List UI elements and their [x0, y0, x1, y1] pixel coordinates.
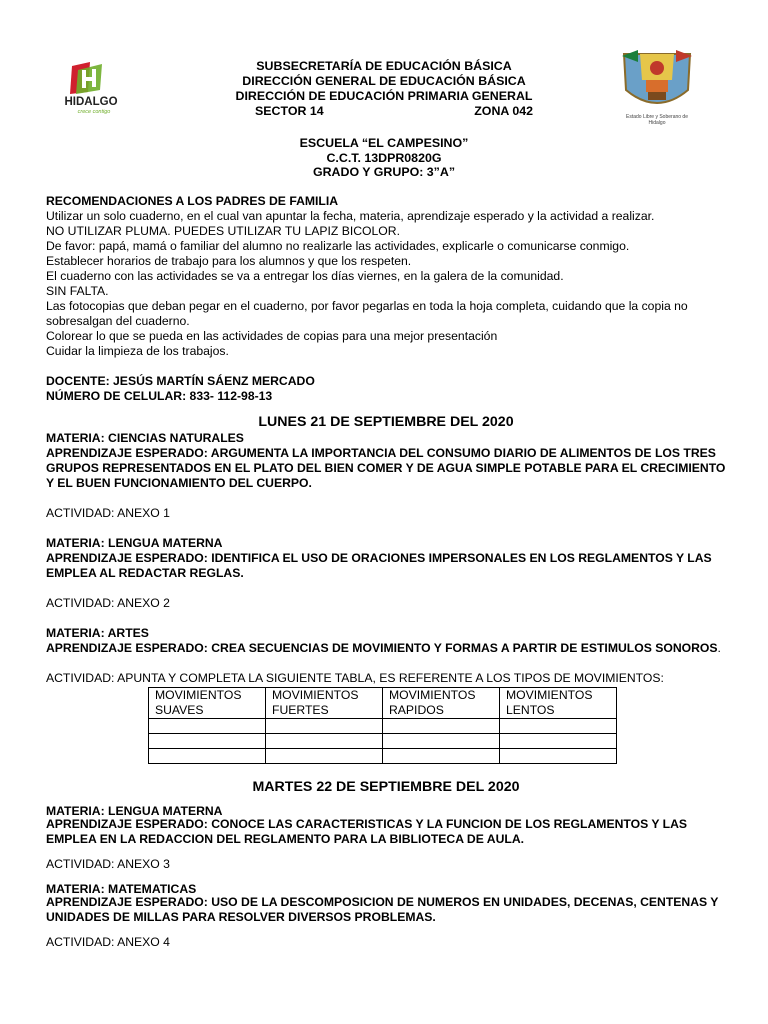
- day-title-monday: LUNES 21 DE SEPTIEMBRE DEL 2020: [258, 414, 514, 430]
- table-header-row: [149, 688, 617, 719]
- subject-aprendizaje: APRENDIZAJE ESPERADO: USO DE LA DESCOMPOSICION DE NUMEROS EN UNIDADES, DECENAS, CENTENAS Y UNIDADES DE MILLAS PARA RESOLVER DIVERSOS PROBLEMAS.: [46, 895, 719, 924]
- school-cct: C.C.T. 13DPR0820G: [326, 150, 442, 165]
- subject-aprendizaje: APRENDIZAJE ESPERADO: ARGUMENTA LA IMPORTANCIA DEL CONSUMO DIARIO DE ALIMENTOS DE LOS TRES GRUPOS REPRESENTADOS EN EL PLATO DEL BIEN COMER Y DE AGUA SIMPLE POTABLE PARA EL CRECIMIENTO Y EL BUEN FUNCIONAMIENTO DEL CUERPO.: [46, 446, 726, 490]
- recommendation-item: Colorear lo que se pueda en las actividades de copias para una mejor presentación: [46, 329, 498, 343]
- sector-zona-row: [200, 104, 568, 119]
- subject-materia: MATERIA: LENGUA MATERNA: [46, 536, 223, 550]
- movements-table: [148, 687, 617, 764]
- table-cell: [266, 749, 383, 764]
- subject-aprendizaje: APRENDIZAJE ESPERADO: CREA SECUENCIAS DE MOVIMIENTO Y FORMAS A PARTIR DE ESTIMULOS SONOROS: [46, 641, 718, 655]
- subject-aprendizaje: APRENDIZAJE ESPERADO: IDENTIFICA EL USO DE ORACIONES IMPERSONALES EN LOS REGLAMENTOS Y LAS EMPLEA AL REDACTAR REGLAS.: [46, 551, 712, 580]
- subject-actividad: ACTIVIDAD: ANEXO 3: [46, 857, 170, 871]
- recommendation-item: El cuaderno con las actividades se va a entregar los días viernes, en la galera de la comunidad.: [46, 269, 564, 283]
- subject-materia: MATERIA: ARTES: [46, 626, 149, 640]
- recommendation-item: Establecer horarios de trabajo para los alumnos y que los respeten.: [46, 254, 412, 268]
- table-cell: [266, 734, 383, 749]
- recommendation-item: SIN FALTA.: [46, 284, 109, 298]
- school-grade: GRADO Y GRUPO: 3”A”: [312, 165, 456, 179]
- table-cell: [500, 749, 617, 764]
- coat-caption: Estado Libre y Soberano de Hidalgo: [626, 114, 688, 126]
- table-cell: [383, 734, 500, 749]
- table-cell: [500, 734, 617, 749]
- header-line3: DIRECCIÓN DE EDUCACIÓN PRIMARIA GENERAL: [235, 89, 533, 103]
- table-header-cell: MOVIMIENTOS LENTOS: [500, 688, 617, 719]
- table-cell: [149, 749, 266, 764]
- table-header-cell: MOVIMIENTOS RAPIDOS: [383, 688, 500, 719]
- table-row: [149, 749, 617, 764]
- table-cell: [383, 719, 500, 734]
- header-line1: SUBSECRETARÍA DE EDUCACIÓN BÁSICA: [256, 59, 512, 73]
- logo-name: HIDALGO: [64, 96, 118, 108]
- logo-tagline: crece contigo: [77, 109, 111, 115]
- table-cell: [149, 734, 266, 749]
- table-cell: [266, 719, 383, 734]
- teacher-phone: NÚMERO DE CELULAR: 833- 112-98-13: [46, 389, 273, 403]
- document-body: [46, 194, 726, 950]
- hidalgo-logo: [56, 60, 126, 122]
- sector-label: SECTOR 14: [255, 104, 324, 118]
- table-row: [149, 719, 617, 734]
- table-cell: [149, 719, 266, 734]
- recommendation-item: Las fotocopias que deban pegar en el cuaderno, por favor pegarlas en toda la hoja completa, cuidando que la copia no sobresalgan del cuaderno.: [46, 299, 688, 328]
- subject-aprendizaje: APRENDIZAJE ESPERADO: CONOCE LAS CARACTERISTICAS Y LA FUNCION DE LOS REGLAMENTOS Y LAS EMPLEA EN LA REDACCION DEL REGLAMENTO PARA LA BIBLIOTECA DE AULA.: [46, 817, 688, 846]
- subject-actividad: ACTIVIDAD: ANEXO 1: [46, 506, 170, 520]
- zona-label: ZONA 042: [474, 104, 533, 118]
- day-title-tuesday: MARTES 22 DE SEPTIEMBRE DEL 2020: [252, 779, 520, 795]
- table-cell: [500, 719, 617, 734]
- school-block: [200, 136, 568, 180]
- recommendation-item: NO UTILIZAR PLUMA. PUEDES UTILIZAR TU LAPIZ BICOLOR.: [46, 224, 400, 238]
- table-row: [149, 734, 617, 749]
- table-header-cell: MOVIMIENTOS FUERTES: [266, 688, 383, 719]
- subject-actividad: ACTIVIDAD: ANEXO 4: [46, 935, 170, 949]
- teacher-name: DOCENTE: JESÚS MARTÍN SÁENZ MERCADO: [46, 374, 315, 388]
- subject-aprendizaje-wrap: APRENDIZAJE ESPERADO: CREA SECUENCIAS DE MOVIMIENTO Y FORMAS A PARTIR DE ESTIMULOS SONOROS.: [46, 641, 721, 655]
- recommendation-item: Cuidar la limpieza de los trabajos.: [46, 344, 229, 358]
- header-line2: DIRECCIÓN GENERAL DE EDUCACIÓN BÁSICA: [242, 74, 526, 88]
- recommendation-item: Utilizar un solo cuaderno, en el cual van apuntar la fecha, materia, aprendizaje esperado y la actividad a realizar.: [46, 209, 655, 223]
- subject-actividad: ACTIVIDAD: ANEXO 2: [46, 596, 170, 610]
- table-cell: [383, 749, 500, 764]
- subject-materia: MATERIA: MATEMATICAS: [46, 882, 197, 896]
- coat-of-arms-icon: [618, 46, 696, 116]
- table-header-cell: MOVIMIENTOS SUAVES: [149, 688, 266, 719]
- document-header: [200, 59, 568, 119]
- subject-materia: MATERIA: CIENCIAS NATURALES: [46, 431, 244, 445]
- recommendation-item: De favor: papá, mamá o familiar del alumno no realizarle las actividades, explicarle o comunicarse conmigo.: [46, 239, 630, 253]
- state-coat-of-arms: [618, 46, 696, 132]
- subject-materia: MATERIA: LENGUA MATERNA: [46, 804, 223, 818]
- recommendations-title: RECOMENDACIONES A LOS PADRES DE FAMILIA: [46, 194, 339, 208]
- subject-actividad: ACTIVIDAD: APUNTA Y COMPLETA LA SIGUIENTE TABLA, ES REFERENTE A LOS TIPOS DE MOVIMIENTOS:: [46, 671, 664, 685]
- school-name: ESCUELA “EL CAMPESINO”: [299, 136, 469, 150]
